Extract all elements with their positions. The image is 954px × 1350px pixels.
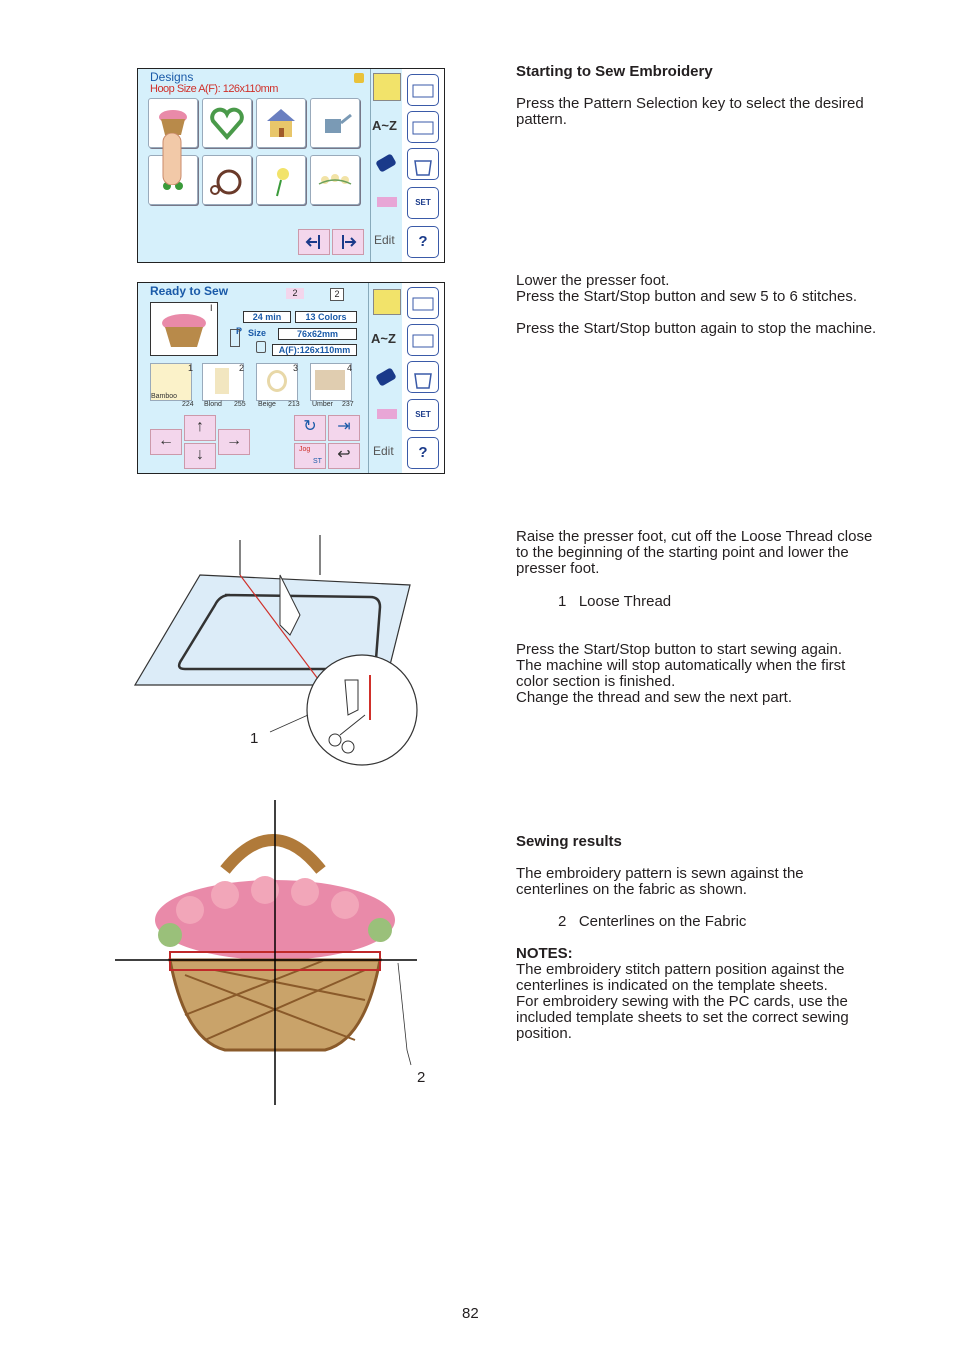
text-line: Lower the presser foot. [516,272,670,289]
arrow-down-icon: ↓ [196,446,204,463]
pattern-bicycle-tile[interactable] [202,155,252,205]
set-label: SET [415,198,431,207]
screen-title: Ready to Sew [150,284,229,298]
arrow-right-icon [333,230,363,254]
next-color-button[interactable] [328,415,360,441]
pink-eraser-icon[interactable] [377,197,397,207]
eraser-icon[interactable] [375,367,397,386]
help-label: ? [418,233,428,250]
callout-2: 2 [417,1069,426,1086]
az-button[interactable]: A~Z [372,118,397,133]
callout-1: 1 [250,730,259,747]
flower-icon [257,156,305,204]
return-icon: ↩ [337,446,351,463]
color-slot[interactable] [256,363,298,401]
jog-button[interactable] [294,443,326,469]
text-line: color section is finished. [516,673,676,690]
rotate-icon: ↻ [303,418,317,435]
edit-button[interactable]: Edit [373,444,394,458]
slot-name: Blond [204,401,222,408]
slot-name: Bamboo [151,393,178,400]
color-slot[interactable] [310,363,352,401]
bag-icon [408,362,438,392]
flower-category-icon[interactable] [373,73,401,101]
speaker-icon[interactable] [354,73,364,83]
slot-number: 3 [293,363,299,373]
hoop-size-label: Hoop Size A(F): 126x110mm [150,83,278,95]
size-field: 76x62mm [278,328,357,340]
category-column [370,69,403,262]
slot-name: Beige [258,401,276,408]
bicycle-icon [203,156,251,204]
pattern-preview [150,302,218,356]
slot-code: 237 [342,401,354,408]
sewing-machine-icon [408,75,438,105]
set-button[interactable] [407,399,439,431]
foot-icon [230,329,240,347]
notes-heading: NOTES: [516,945,573,962]
text-line: Raise the presser foot, cut off the Loose Thread close [516,528,873,545]
jog-label: Jog [299,446,311,453]
help-label: ? [418,444,428,461]
legend-item-2: 2 Centerlines on the Fabric [558,913,747,930]
move-down-button[interactable] [184,443,216,469]
pattern-heart-tile[interactable] [202,98,252,148]
text-line: Press the Pattern Selection key to select the desired [516,95,864,112]
return-button[interactable] [328,443,360,469]
text-line: pattern. [516,111,567,128]
slot-number: 2 [239,363,245,373]
slot-code: 255 [234,401,246,408]
slot-code: 213 [288,401,300,408]
function-column [402,69,444,262]
pattern-flower-tile[interactable] [256,155,306,205]
text-line: centerlines is indicated on the template sheets. [516,977,828,994]
colors-field: 13 Colors [295,311,357,323]
text-line: The machine will stop automatically when the first [516,657,846,674]
text-line: Change the thread and sew the next part. [516,689,793,706]
page-number: 82 [462,1305,479,1322]
move-right-button[interactable] [218,429,250,455]
daisy-chain-icon [311,156,359,204]
text-line: Press the Start/Stop button to start sewing again. [516,641,843,658]
heart-icon [203,99,251,147]
set-button[interactable] [407,187,439,219]
heading-starting-to-sew: Starting to Sew Embroidery [516,63,713,80]
pattern-daisy-chain-tile[interactable] [310,155,360,205]
text-line: For embroidery sewing with the PC cards, use the [516,993,848,1010]
slot-number: 4 [347,363,353,373]
designs-screen [137,68,445,263]
help-button[interactable] [407,437,439,469]
text-line: The embroidery pattern is sewn against the [516,865,804,882]
text-line: centerlines on the fabric as shown. [516,881,747,898]
az-button[interactable]: A~Z [371,331,396,346]
eraser-icon[interactable] [375,153,397,172]
size-label: Size [248,328,267,338]
embroidery-machine-icon [408,325,438,355]
function-column [402,283,444,473]
text-line: presser foot. [516,560,600,577]
bag-button[interactable] [407,148,439,180]
arrow-up-icon: ↑ [196,418,204,435]
arrow-left-icon: ← [158,432,174,449]
embroidery-machine-icon [408,112,438,142]
bag-icon [408,149,438,179]
hoop-field: A(F):126x110mm [272,344,357,356]
arrow-right-icon: → [226,432,242,449]
hoop-illustration [130,535,420,770]
embroidery-mode-button[interactable] [407,111,439,143]
text-line: Press the Start/Stop button and sew 5 to 6 stitches. [516,288,858,305]
sewing-machine-icon [408,288,438,318]
category-column [368,283,403,473]
thread-swatch [315,370,345,390]
counter-mark: I [210,303,213,313]
page-next-button[interactable] [332,229,364,255]
arrow-next-icon: ⇥ [337,418,351,435]
basket-illustration [115,800,425,1105]
thread-swatch [215,368,229,394]
text-line: Press the Start/Stop button again to stop the machine. [516,320,877,337]
pink-eraser-icon[interactable] [377,409,397,419]
p-label: P [236,326,243,336]
text-line: position. [516,1025,572,1042]
watering-can-icon [311,99,359,147]
st-label: ST [313,458,322,465]
slot-code: 224 [182,401,194,408]
badge-b: 2 [330,288,344,301]
embroidery-mode-button[interactable] [407,324,439,356]
set-label: SET [415,410,431,419]
sewing-mode-button[interactable] [407,74,439,106]
screen-title: Designs [150,70,194,84]
move-up-button[interactable] [184,415,216,441]
house-icon [257,99,305,147]
text-line: The embroidery stitch pattern position against the [516,961,845,978]
help-button[interactable] [407,226,439,258]
text-line: to the beginning of the starting point and lower the [516,544,849,561]
heading-sewing-results: Sewing results [516,833,622,850]
bag-button[interactable] [407,361,439,393]
thread-swatch [267,370,287,392]
color-slot[interactable] [202,363,244,401]
flower-category-icon[interactable] [373,289,401,315]
text-line: included template sheets to set the correct sewing [516,1009,849,1026]
rotate-button[interactable] [294,415,326,441]
legend-item-1: 1 Loose Thread [558,593,672,610]
sewing-mode-button[interactable] [407,287,439,319]
finger-pointer-icon [160,133,184,185]
slot-number: 1 [188,363,194,373]
badge-a: 2 [286,288,304,299]
basket-icon [151,303,217,355]
slot-name: Umber [312,401,334,408]
pattern-watering-can-tile[interactable] [310,98,360,148]
arrow-left-icon [299,230,329,254]
page-prev-button[interactable] [298,229,330,255]
pattern-house-tile[interactable] [256,98,306,148]
time-field: 24 min [243,311,291,323]
edit-button[interactable]: Edit [374,233,395,247]
move-left-button[interactable] [150,429,182,455]
ready-to-sew-screen [137,282,445,474]
bobbin-icon [256,341,266,353]
